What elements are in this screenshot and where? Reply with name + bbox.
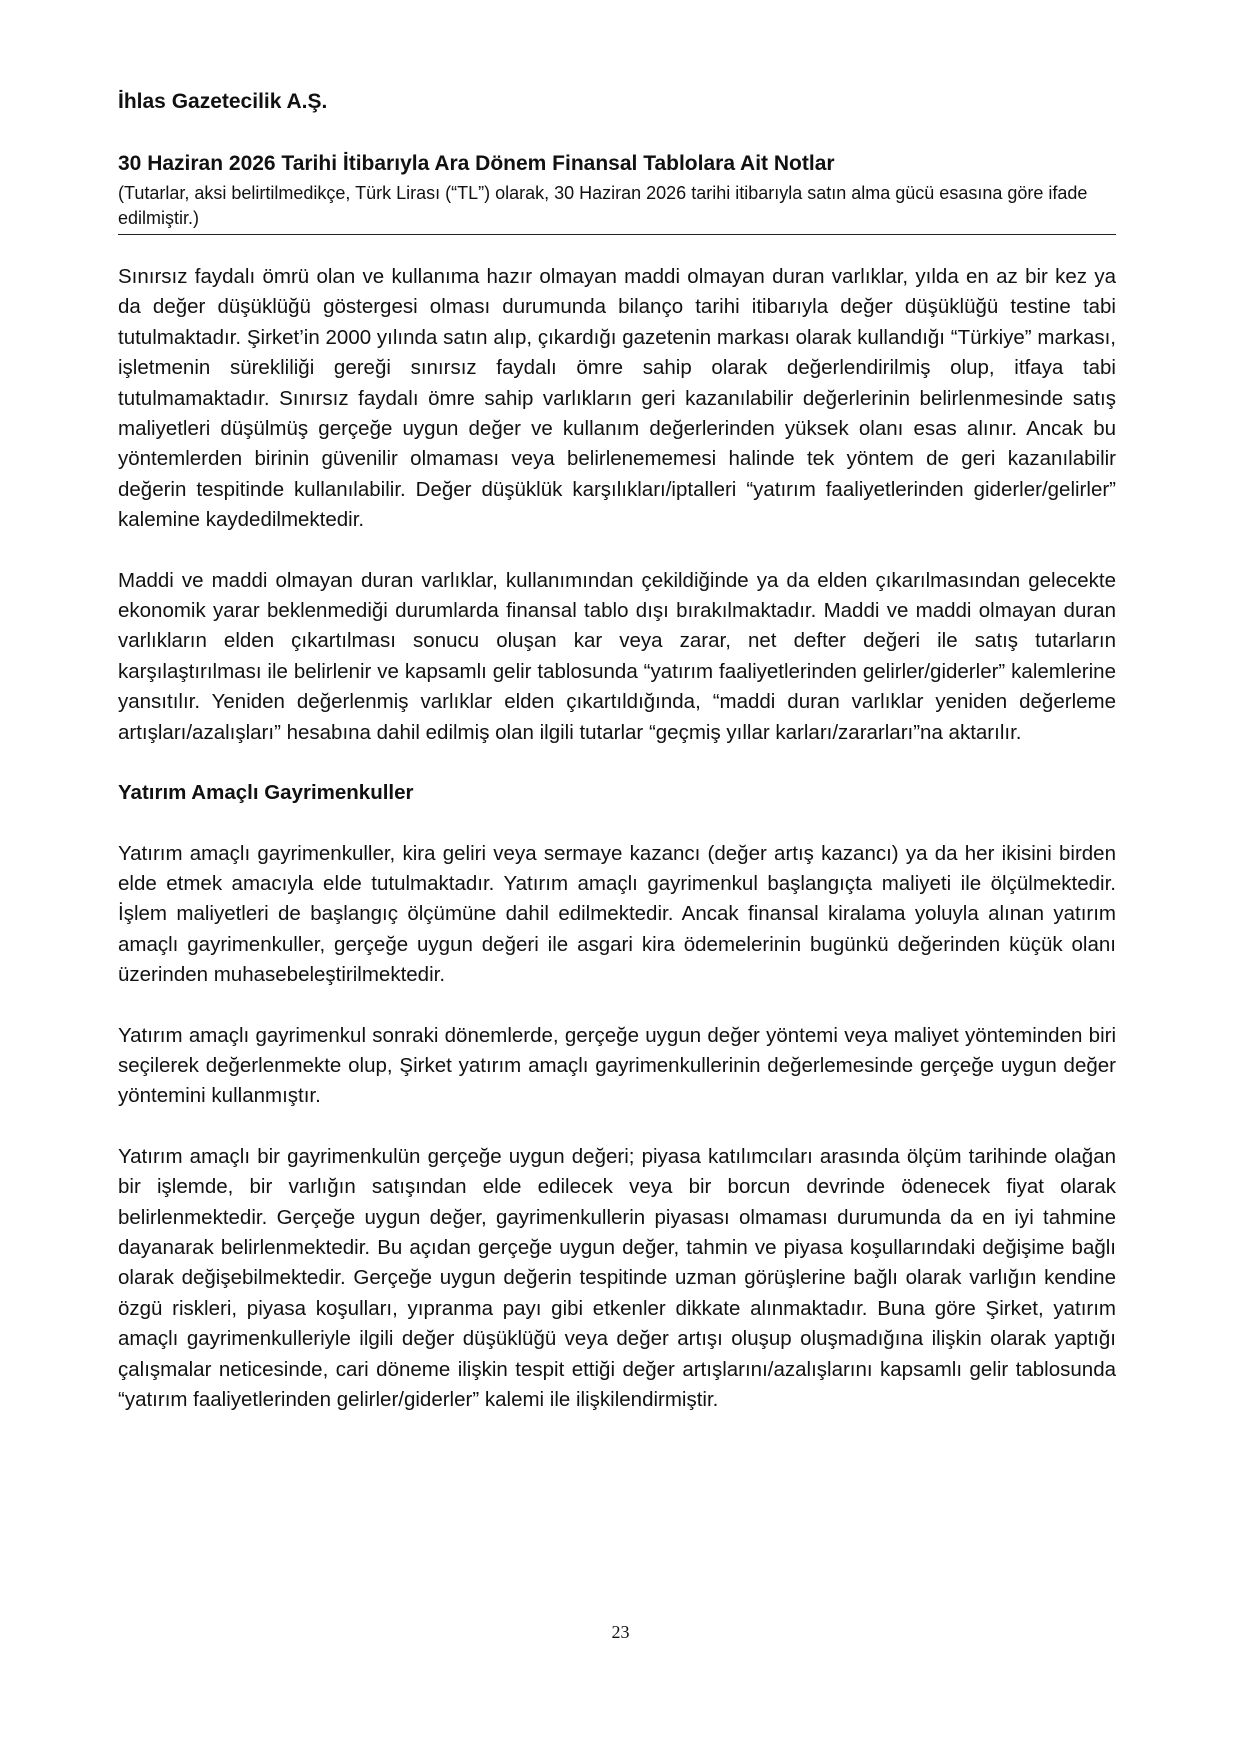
company-name: İhlas Gazetecilik A.Ş. <box>118 90 328 113</box>
document-title: 30 Haziran 2026 Tarihi İtibarıyla Ara Dönem Finansal Tablolara Ait Notlar <box>118 152 835 175</box>
header-divider <box>118 234 1116 235</box>
section-paragraph: Yatırım amaçlı bir gayrimenkulün gerçeğe uygun değeri; piyasa katılımcıları arasında ölçüm tarihinde olağan bir işlemde, bir varlığın satışından elde edilecek veya bir borcun devrinde ödenecek fiyat olarak belirlenmektedir. Gerçeğe uygun değer, gayrimenkullerin piyasası olmaması durumunda da en iyi tahmine dayanarak belirlenmektedir. Bu açıdan gerçeğe uygun değer, tahmin ve piyasa koşullarındaki değişime bağlı olarak değişebilmektedir. Gerçeğe uygun değerin tespitinde uzman görüşlerine bağlı olarak varlığın kendine özgü riskleri, piyasa koşulları, yıpranma payı gibi etkenler dikkate alınmaktadır. Buna göre Şirket, yatırım amaçlı gayrimenkulleriyle ilgili değer düşüklüğü veya değer artışı oluşup oluşmadığına ilişkin olarak yaptığı çalışmalar neticesinde, cari döneme ilişkin tespit ettiği değer artışlarını/azalışlarını kapsamlı gelir tablosunda “yatırım faaliyetlerinden gelirler/giderler” kalemi ile ilişkilendirmiştir. <box>118 1144 1116 1411</box>
body-paragraph: Maddi ve maddi olmayan duran varlıklar, kullanımından çekildiğinde ya da elden çıkarılmasından gelecekte ekonomik yarar beklenmediği durumlarda finansal tablo dışı bırakılmaktadır. Maddi ve maddi olmayan duran varlıkların elden çıkartılması sonucu oluşan kar veya zarar, net defter değeri ile satış tutarların karşılaştırılması ile belirlenir ve kapsamlı gelir tablosunda “yatırım faaliyetlerinden gelirler/giderler” kalemlerine yansıtılır. Yeniden değerlenmiş varlıklar elden çıkartıldığında, “maddi duran varlıklar yeniden değerleme artışları/azalışları” hesabına dahil edilmiş olan ilgili tutarlar “geçmiş yıllar karları/zararları”na aktarılır. <box>118 568 1116 744</box>
body-paragraph: Sınırsız faydalı ömrü olan ve kullanıma hazır olmayan maddi olmayan duran varlıklar, yılda en az bir kez ya da değer düşüklüğü göstergesi olması durumunda bilanço tarihi itibarıyla değer düşüklüğü testine tabi tutulmaktadır. Şirket’in 2000 yılında satın alıp, çıkardığı gazetenin markası olarak kullandığı “Türkiye” markası, işletmenin sürekliliği gereği sınırsız faydalı ömre sahip olarak değerlendirilmiş olup, itfaya tabi tutulmamaktadır. Sınırsız faydalı ömre sahip varlıkların geri kazanılabilir değerlerinin belirlenmesinde satış maliyetleri düşülmüş gerçeğe uygun değer ve kullanım değerlerinden yüksek olanı esas alınır. Ancak bu yöntemlerden birinin güvenilir olmaması veya belirlenememesi halinde tek yöntem de geri kazanılabilir değerin tespitinde kullanılabilir. Değer düşüklük karşılıkları/iptalleri “yatırım faaliyetlerinden giderler/gelirler” kalemine kaydedilmektedir. <box>118 265 1116 532</box>
document-body <box>118 262 1116 1445</box>
document-subtitle: (Tutarlar, aksi belirtilmedikçe, Türk Lirası (“TL”) olarak, 30 Haziran 2026 tarihi itibarıyla satın alma gücü esasına göre ifade edilmiştir.) <box>118 183 1088 228</box>
section-paragraph: Yatırım amaçlı gayrimenkul sonraki dönemlerde, gerçeğe uygun değer yöntemi veya maliyet yönteminden biri seçilerek değerlenmekte olup, Şirket yatırım amaçlı gayrimenkullerinin değerlemesinde gerçeğe uygun değer yöntemini kullanmıştır. <box>118 1023 1116 1108</box>
page-number: 23 <box>611 1622 630 1642</box>
section-heading: Yatırım Amaçlı Gayrimenkuller <box>118 781 414 805</box>
section-paragraph: Yatırım amaçlı gayrimenkuller, kira geliri veya sermaye kazancı (değer artış kazancı) ya da her ikisini birden elde etmek amacıyla elde tutulmaktadır. Yatırım amaçlı gayrimenkul başlangıçta maliyeti ile ölçülmektedir. İşlem maliyetleri de başlangıç ölçümüne dahil edilmektedir. Ancak finansal kiralama yoluyla alınan yatırım amaçlı gayrimenkuller, gerçeğe uygun değeri ile asgari kira ödemelerinin bugünkü değerinden küçük olanı üzerinden muhasebeleştirilmektedir. <box>118 841 1116 987</box>
